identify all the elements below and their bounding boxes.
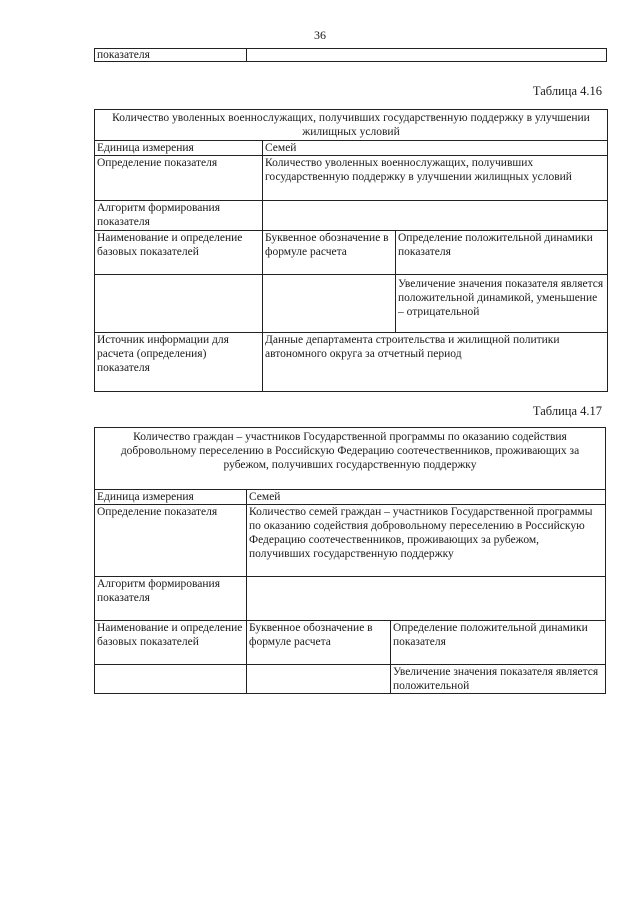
continuation-label: показателя — [95, 49, 247, 62]
positive-dynamics-value: Увеличение значения показателя является положительной динамикой, уменьшение – отрицательной — [396, 275, 608, 333]
unit-label: Единица измерения — [95, 141, 263, 156]
definition-value: Количество уволенных военнослужащих, получивших государственную поддержку в улучшении жилищных условий — [263, 156, 608, 201]
indicator-table-4-17 — [94, 427, 606, 694]
page-number: 36 — [314, 28, 326, 42]
base-indicators-label: Наименование и определение базовых показателей — [95, 231, 263, 275]
letter-designation-label: Буквенное обозначение в формуле расчета — [263, 231, 396, 275]
table-title: Количество граждан – участников Государственной программы по оказанию содействия добровольному переселению в Российскую Федерацию соотечественников, проживающих за рубежом, получивших государственную поддержку — [95, 428, 606, 490]
definition-label: Определение показателя — [95, 505, 247, 577]
table-caption: Таблица 4.17 — [532, 404, 602, 418]
continuation-table — [94, 48, 607, 62]
letter-designation-value — [263, 275, 396, 333]
unit-value: Семей — [263, 141, 608, 156]
algorithm-value — [263, 201, 608, 231]
indicator-table-4-16 — [94, 109, 608, 392]
continuation-value — [247, 49, 607, 62]
algorithm-value — [247, 577, 606, 621]
table-caption: Таблица 4.16 — [532, 84, 602, 98]
table-title: Количество уволенных военнослужащих, получивших государственную поддержку в улучшении жилищных условий — [95, 110, 608, 141]
base-indicators-value — [95, 665, 247, 694]
letter-designation-label: Буквенное обозначение в формуле расчета — [247, 621, 391, 665]
source-label: Источник информации для расчета (определения) показателя — [95, 333, 263, 392]
definition-label: Определение показателя — [95, 156, 263, 201]
algorithm-label: Алгоритм формирования показателя — [95, 201, 263, 231]
base-indicators-value — [95, 275, 263, 333]
unit-value: Семей — [247, 490, 606, 505]
positive-dynamics-label: Определение положительной динамики показателя — [396, 231, 608, 275]
base-indicators-label: Наименование и определение базовых показателей — [95, 621, 247, 665]
source-value: Данные департамента строительства и жилищной политики автономного округа за отчетный период — [263, 333, 608, 392]
unit-label: Единица измерения — [95, 490, 247, 505]
positive-dynamics-value: Увеличение значения показателя является положительной — [391, 665, 606, 694]
definition-value: Количество семей граждан – участников Государственной программы по оказанию содействия добровольному переселению в Российскую Федерацию соотечественников, проживающих за рубежом, получивших государственную поддержку — [247, 505, 606, 577]
positive-dynamics-label: Определение положительной динамики показателя — [391, 621, 606, 665]
letter-designation-value — [247, 665, 391, 694]
algorithm-label: Алгоритм формирования показателя — [95, 577, 247, 621]
